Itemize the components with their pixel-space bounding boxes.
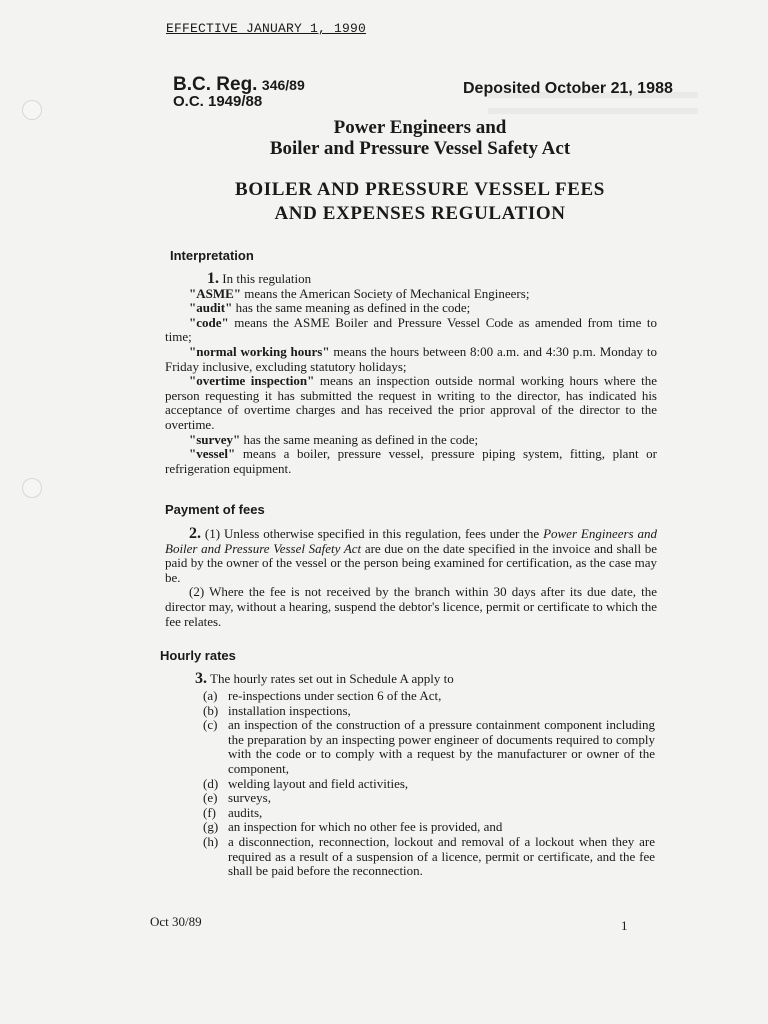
list-item	[203, 777, 655, 792]
definition-text: means the American Society of Mechanical Engineers;	[241, 285, 530, 301]
binder-hole	[22, 100, 42, 120]
page-number: 1	[621, 918, 628, 933]
definition-text: has the same meaning as defined in the code;	[240, 431, 479, 447]
list-item-text: installation inspections,	[228, 702, 351, 718]
list-item-text: an inspection of the construction of a pressure containment component including the preparation by an inspecting power engineer of documents required to comply with the code or to comply with a request by the manufacturer or owner of the component,	[228, 717, 655, 776]
definition	[165, 433, 657, 448]
list-item-text: re-inspections under section 6 of the Act,	[228, 688, 442, 703]
list-item	[203, 806, 655, 821]
definition-text: means the ASME Boiler and Pressure Vessel Code as amended from time to time;	[165, 314, 657, 345]
definition-text: means an inspection outside normal working hours where the person requesting it has submitted the request in writing to the director, has indicated his acceptance of overtime charges and has received the prior approval of the director to the overtime.	[165, 373, 657, 432]
payment-p2: (2) Where the fee is not received by the branch within 30 days after its due date, the director may, without a hearing, suspend the debtor's licence, permit or certificate to which the fee relates.	[165, 584, 657, 629]
section-heading-interpretation: Interpretation	[170, 248, 254, 263]
list-item	[203, 718, 655, 776]
definition-text: has the same meaning as defined in the code;	[232, 300, 471, 316]
effective-date: EFFECTIVE JANUARY 1, 1990	[166, 21, 367, 36]
payment-p1-start: (1) Unless otherwise specified in this regulation, fees under the	[204, 526, 544, 541]
list-item-text: audits,	[228, 804, 263, 820]
definition	[165, 316, 657, 345]
list-item-label: (b)	[203, 702, 219, 718]
list-item-label: (e)	[203, 790, 218, 806]
section-number: 3.	[195, 670, 207, 687]
definition-text: means a boiler, pressure vessel, pressure piping system, fitting, plant or refrigeration equipment.	[165, 446, 657, 476]
list-item-label: (c)	[203, 717, 218, 733]
definition	[165, 447, 657, 476]
footer-date: Oct 30/89	[150, 914, 202, 929]
bleed-through-mark	[488, 108, 698, 114]
oc-number: O.C. 1949/88	[173, 93, 263, 110]
payment-section	[165, 527, 657, 629]
list-item-label: (f)	[203, 804, 216, 820]
section-number: 2.	[189, 525, 201, 542]
reg-number-value: 346/89	[261, 77, 305, 93]
list-item-text: welding layout and field activities,	[228, 775, 409, 791]
list-item	[203, 791, 655, 806]
section-number: 1.	[207, 270, 219, 287]
act-name-italic: Power Engineers and Boiler and Pressure Vessel Safety Act	[165, 526, 657, 556]
definition-term: "ASME"	[189, 285, 241, 301]
regulation-title-line: BOILER AND PRESSURE VESSEL FEES	[235, 179, 605, 200]
definition	[165, 374, 657, 432]
reg-label: B.C. Reg.	[173, 74, 258, 95]
list-item-label: (g)	[203, 819, 219, 835]
binder-hole	[22, 478, 42, 498]
list-item-text: an inspection for which no other fee is provided, and	[228, 819, 503, 835]
list-item-label: (h)	[203, 833, 219, 849]
hourly-section	[195, 672, 655, 687]
list-item-label: (d)	[203, 775, 219, 791]
list-item	[203, 689, 655, 704]
list-item-text: a disconnection, reconnection, lockout and removal of a lockout when they are required as a result of a suspension of a licence, permit or certificate, and the fee shall be paid before the reconnection.	[228, 833, 655, 879]
definition-term: "overtime inspection"	[189, 373, 315, 389]
act-title	[220, 117, 620, 159]
section-intro: In this regulation	[222, 271, 312, 286]
list-item	[203, 835, 655, 879]
definition	[165, 345, 657, 374]
list-item	[203, 820, 655, 835]
act-title-line: Boiler and Pressure Vessel Safety Act	[269, 138, 571, 159]
regulation-title	[190, 178, 650, 226]
definition-term: "code"	[189, 314, 229, 330]
definition-term: "vessel"	[189, 446, 236, 462]
definition-text: means the hours between 8:00 a.m. and 4:30 p.m. Monday to Friday inclusive, excluding statutory holidays;	[165, 343, 657, 374]
definition	[165, 287, 657, 302]
hourly-items-list	[203, 689, 655, 879]
list-item-text: surveys,	[228, 790, 271, 806]
deposited-date: Deposited October 21, 1988	[463, 80, 673, 97]
definitions-list	[165, 287, 657, 477]
definition-term: "audit"	[189, 300, 233, 316]
act-title-line: Power Engineers and	[333, 117, 507, 138]
definition	[165, 301, 657, 316]
section-heading-payment: Payment of fees	[165, 502, 265, 517]
definition-term: "normal working hours"	[189, 343, 330, 359]
regulation-title-line: AND EXPENSES REGULATION	[274, 203, 566, 224]
list-item-label: (a)	[203, 688, 218, 703]
list-item	[203, 704, 655, 719]
interpretation-section	[165, 272, 657, 476]
payment-p1-end: are due on the date specified in the invoice and shall be paid by the owner of the vessel or the person being examined for certification, as the case may be.	[165, 540, 657, 585]
definition-term: "survey"	[189, 431, 241, 447]
section-heading-hourly-rates: Hourly rates	[160, 648, 236, 663]
hourly-intro: The hourly rates set out in Schedule A apply to	[210, 671, 454, 686]
